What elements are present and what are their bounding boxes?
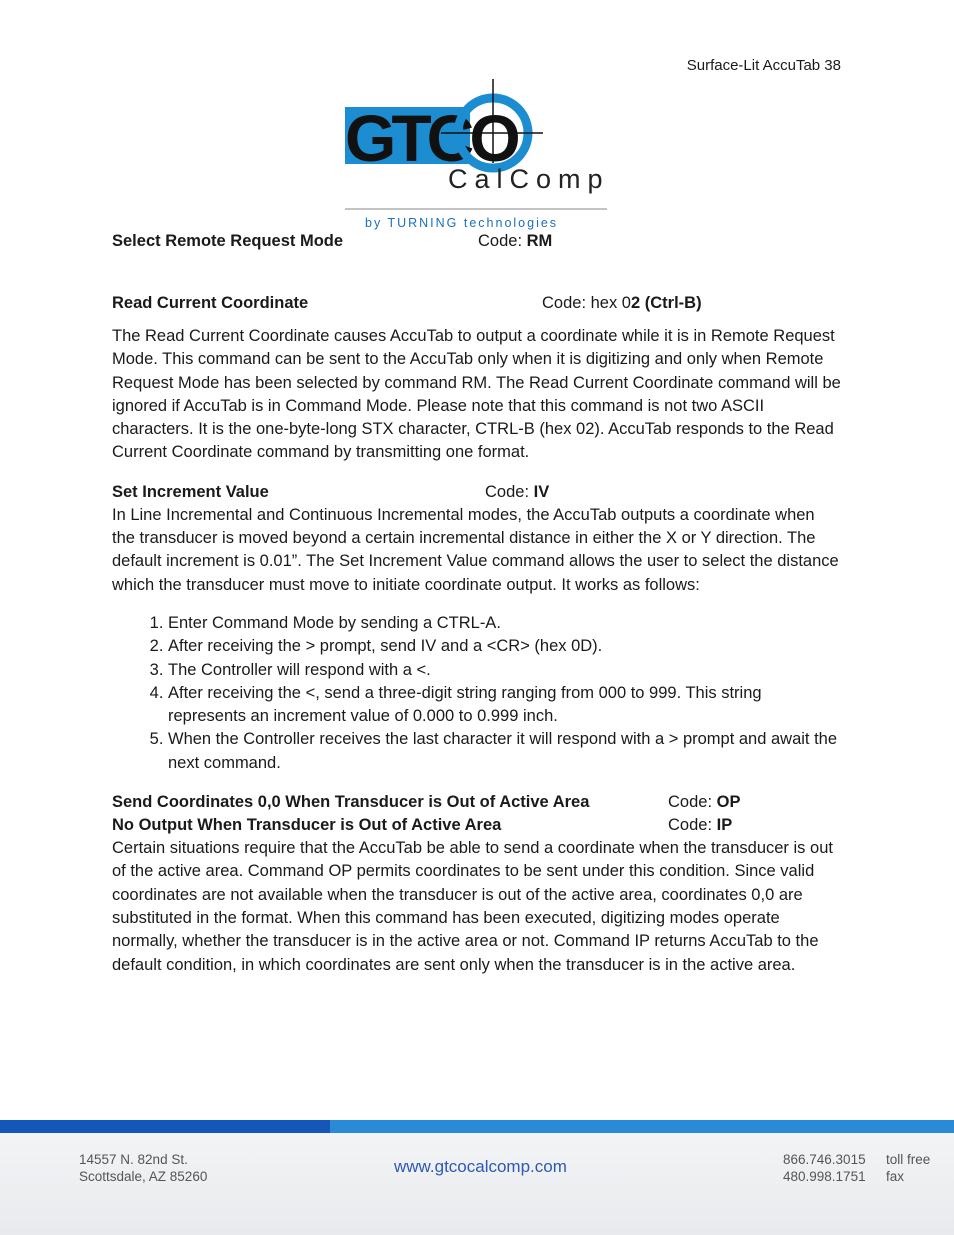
logo-calcomp: CalComp [448, 164, 610, 194]
section-title: Read Current Coordinate [112, 294, 309, 312]
list-item: 4. After receiving the <, send a three-digit string ranging from 000 to 999. This string represents an increment value of 0.000 to 0.999 inch. [168, 682, 842, 729]
section-iv-header [112, 481, 842, 504]
page-footer [0, 1120, 954, 1235]
section-title: Select Remote Request Mode [112, 232, 344, 250]
footer-bar-left [0, 1120, 330, 1133]
list-item: 3. The Controller will respond with a <. [168, 659, 842, 682]
address-line: 14557 N. 82nd St. [79, 1152, 188, 1167]
footer-bar-right [330, 1120, 954, 1133]
increment-steps-list [112, 612, 842, 775]
section-op-body: Certain situations require that the AccuTab be able to send a coordinate when the transducer is out of the active area. Command OP permits coordinates to be sent under this condition. Since valid coordinates are not available when the transducer is out of the active area, coordinates 0,0 are substituted in the format. When this command has been executed, digitizing modes operate normally, whether the transducer is in the active area or not. Command IP returns AccuTab to the default condition, in which coordinates are sent only when the transducer is in the active area. [112, 839, 833, 974]
section-code: Code: IP [668, 816, 733, 835]
list-item: 5. When the Controller receives the last character it will respond with a > prompt and await the next command. [168, 728, 842, 775]
page-header-label: Surface-Lit AccuTab 38 [686, 57, 841, 74]
section-code: Code: hex 02 (Ctrl-B) [542, 294, 702, 312]
phone-number: 866.746.3015 [783, 1152, 866, 1167]
page-content [112, 229, 842, 977]
section-code: Code: OP [668, 793, 741, 812]
phone-number: 480.998.1751 [783, 1169, 866, 1184]
section-rcc-body: The Read Current Coordinate causes AccuTab to output a coordinate while it is in Remote Request Mode. This command can be sent to the AccuTab only when it is digitizing and only when Remote Request Mode has been selected by command RM. The Read Current Coordinate command will be ignored if AccuTab is in Command Mode. Please note that this command is not two ASCII characters. It is the one-byte-long STX character, CTRL-B (hex 02). AccuTab responds to the Read Current Coordinate command by transmitting one format. [112, 327, 841, 462]
footer-address [79, 1151, 207, 1185]
section-code: Code: RM [478, 232, 553, 250]
footer-phone-labels [886, 1151, 930, 1185]
list-item: 2. After receiving the > prompt, send IV and a <CR> (hex 0D). [168, 635, 842, 658]
section-rcc-header [112, 292, 842, 315]
phone-label: fax [886, 1169, 905, 1184]
section-op-header [112, 791, 842, 814]
footer-website-link[interactable]: www.gtcocalcomp.com [394, 1157, 567, 1176]
section-code: Code: IV [485, 482, 550, 501]
section-rm-header [112, 230, 842, 253]
section-title: Set Increment Value [112, 482, 269, 501]
section-iv-body: In Line Incremental and Continuous Incremental modes, the AccuTab outputs a coordinate when the transducer is moved beyond a certain incremental distance in either the X or Y direction. The default increment is 0.01”. The Set Increment Value command allows the user to select the distance which the transducer must move to initiate coordinate output. It works as follows: [112, 505, 839, 594]
logo-tagline: by TURNING technologies [365, 216, 559, 230]
gtco-calcomp-logo [343, 77, 613, 232]
phone-label: toll free [886, 1152, 931, 1167]
section-title: No Output When Transducer is Out of Active Area [112, 816, 502, 835]
section-title: Send Coordinates 0,0 When Transducer is Out of Active Area [112, 793, 590, 812]
list-item: 1. Enter Command Mode by sending a CTRL-A. [168, 612, 842, 635]
footer-phones [783, 1151, 866, 1185]
section-ip-header [112, 814, 842, 837]
logo-wordmark: GTCO [345, 101, 516, 175]
address-line: Scottsdale, AZ 85260 [79, 1169, 208, 1184]
